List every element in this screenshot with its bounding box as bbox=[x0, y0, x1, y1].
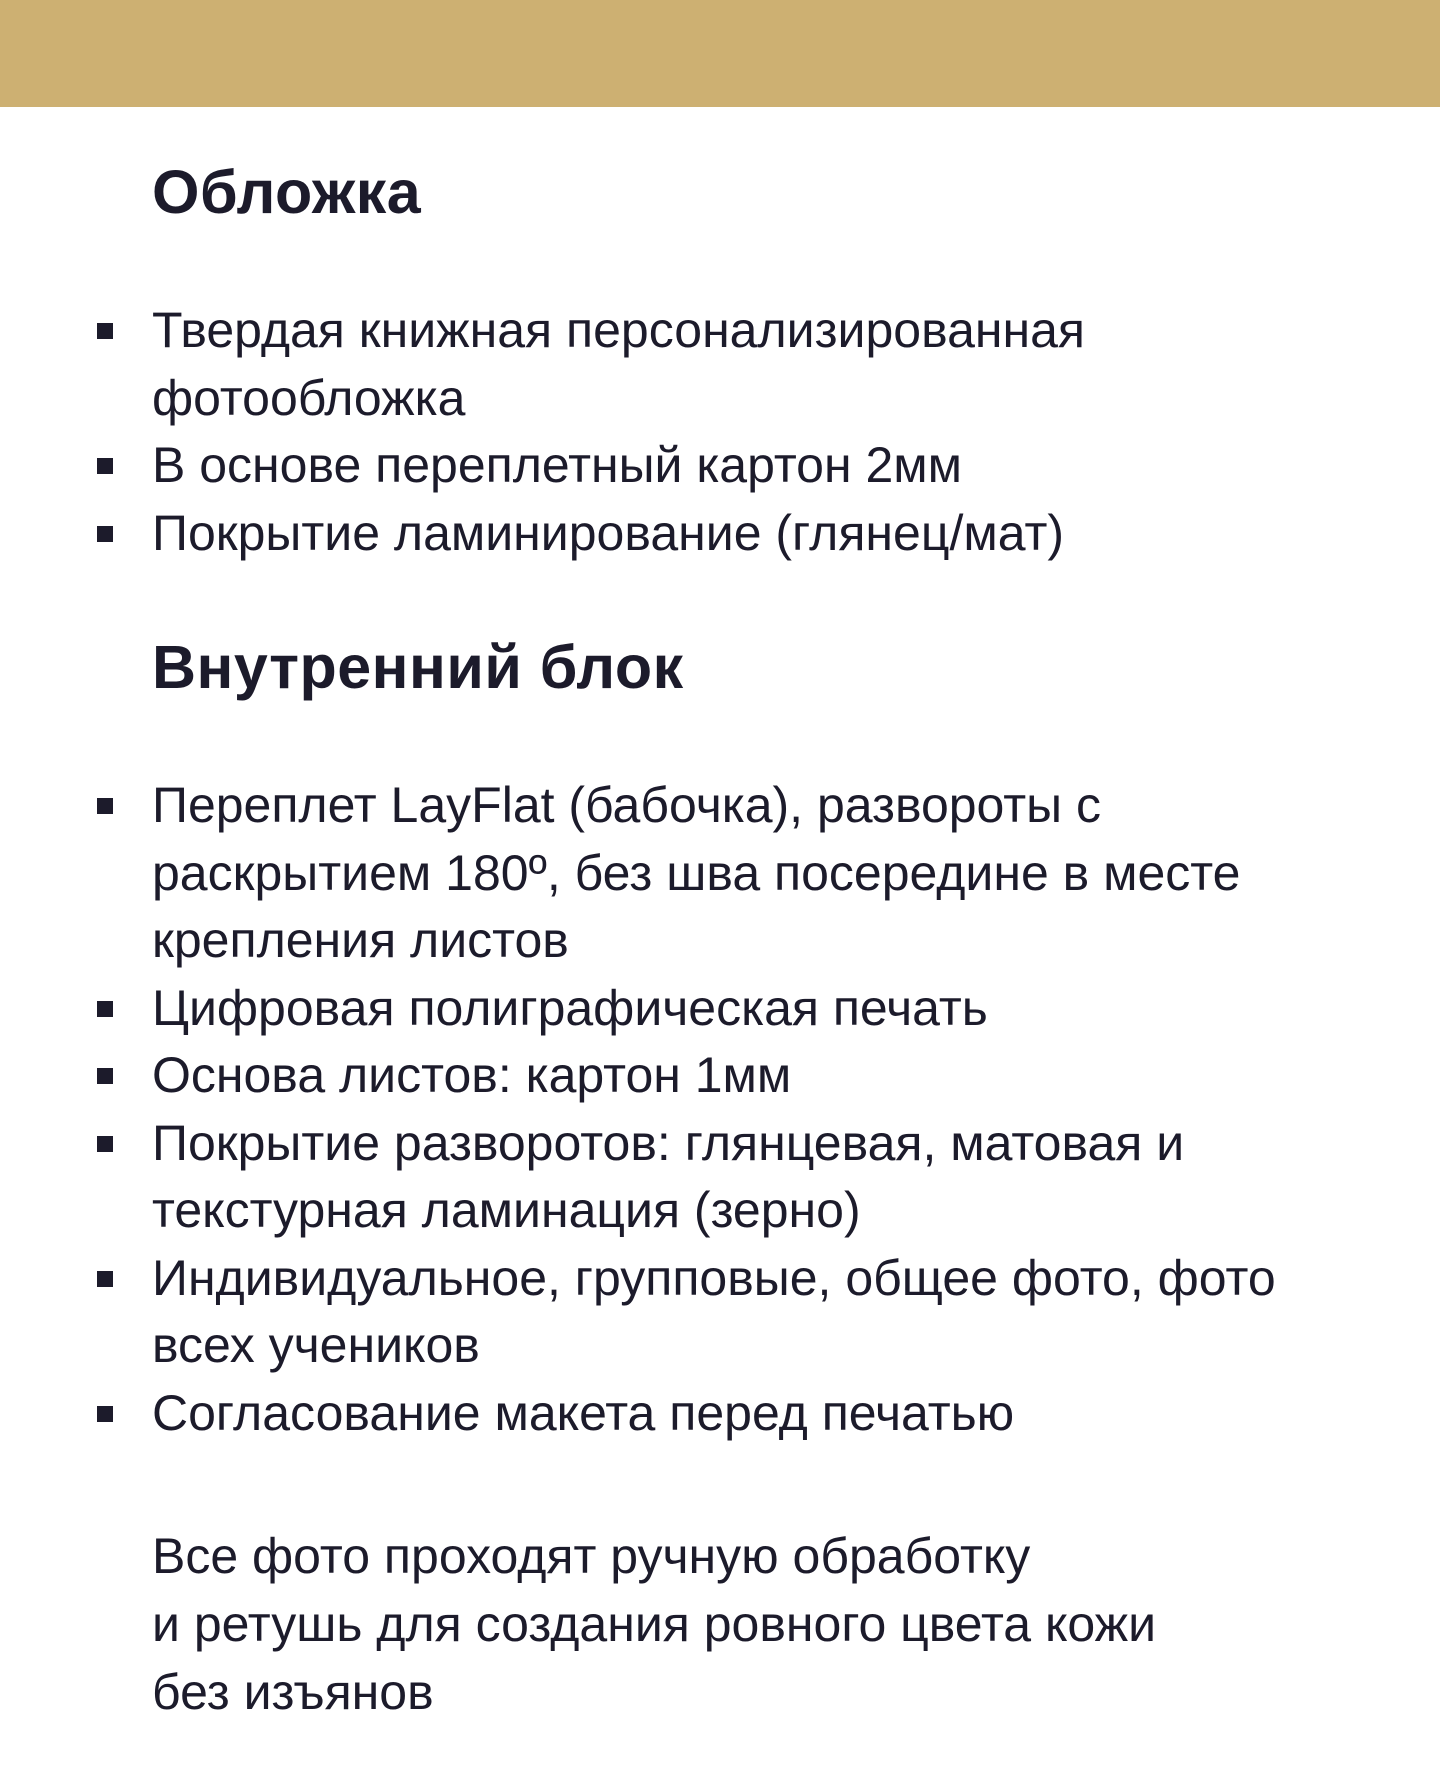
list-item bbox=[0, 1380, 1440, 1448]
square-bullet-icon bbox=[97, 1001, 113, 1017]
list-item bbox=[0, 432, 1440, 500]
list-item-text: Твердая книжная персонализированная фотообложка bbox=[152, 302, 1085, 426]
list-item bbox=[0, 1110, 1440, 1245]
list-item-text: Переплет LayFlat (бабочка), развороты с раскрытием 180º, без шва посередине в месте крепления листов bbox=[152, 777, 1241, 968]
inner-block-feature-list bbox=[0, 772, 1440, 1447]
list-item bbox=[0, 975, 1440, 1043]
cover-heading: Обложка bbox=[152, 158, 422, 226]
cover-feature-list bbox=[0, 297, 1440, 567]
note-line: без изъянов bbox=[152, 1664, 434, 1720]
list-item-text: Индивидуальное, групповые, общее фото, фото всех учеников bbox=[152, 1249, 1276, 1373]
retouch-note bbox=[152, 1522, 1352, 1726]
square-bullet-icon bbox=[97, 1406, 113, 1422]
square-bullet-icon bbox=[97, 1068, 113, 1084]
list-item bbox=[0, 772, 1440, 975]
inner-block-heading: Внутренний блок bbox=[152, 633, 684, 701]
top-decorative-band bbox=[0, 0, 1440, 107]
note-line: Все фото проходят ручную обработку bbox=[152, 1528, 1031, 1584]
list-item-text: Согласование макета перед печатью bbox=[152, 1384, 1015, 1441]
square-bullet-icon bbox=[97, 323, 113, 339]
list-item-text: Цифровая полиграфическая печать bbox=[152, 979, 988, 1036]
square-bullet-icon bbox=[97, 1271, 113, 1287]
list-item-text: Основа листов: картон 1мм bbox=[152, 1047, 792, 1103]
square-bullet-icon bbox=[97, 458, 113, 474]
list-item-text: В основе переплетный картон 2мм bbox=[152, 437, 963, 493]
square-bullet-icon bbox=[97, 526, 113, 542]
list-item bbox=[0, 1042, 1440, 1110]
list-item bbox=[0, 1245, 1440, 1380]
square-bullet-icon bbox=[97, 1136, 113, 1152]
note-line: и ретушь для создания ровного цвета кожи bbox=[152, 1596, 1157, 1652]
square-bullet-icon bbox=[97, 798, 113, 814]
list-item-text: Покрытие ламинирование (глянец/мат) bbox=[152, 504, 1065, 561]
list-item bbox=[0, 297, 1440, 432]
list-item-text: Покрытие разворотов: глянцевая, матовая и текстурная ламинация (зерно) bbox=[152, 1114, 1185, 1238]
list-item bbox=[0, 500, 1440, 568]
